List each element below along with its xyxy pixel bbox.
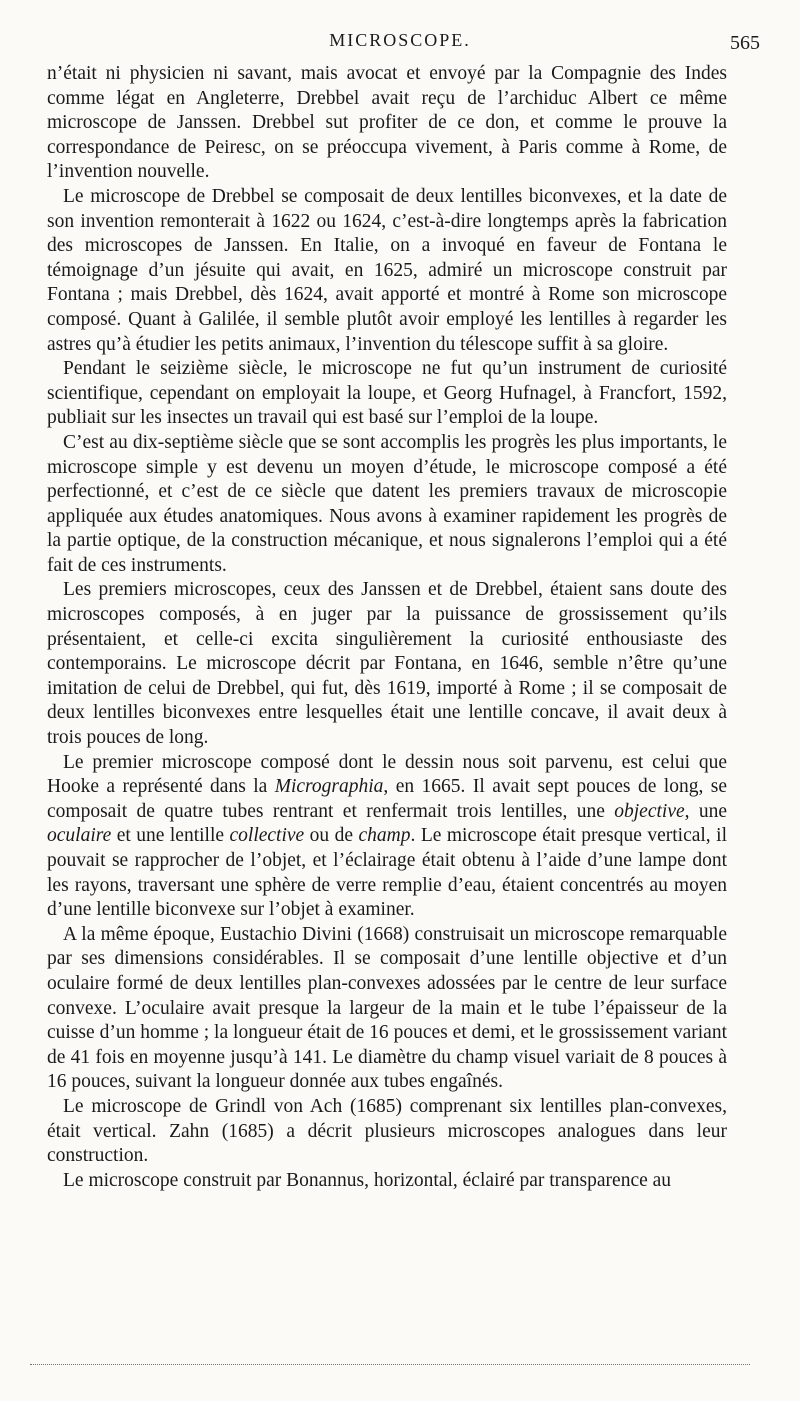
text-run: ou de bbox=[304, 825, 359, 847]
italic-term: collective bbox=[229, 825, 305, 847]
footer-rule bbox=[30, 1364, 750, 1365]
text-run: , une bbox=[684, 800, 728, 822]
paragraph bbox=[47, 1095, 727, 1169]
text-run: . Le microscope était presque vertical, il pouvait se rapprocher de l’objet, et l’éclairage était obtenu à l’aide d’une lampe dont les rayons, traversant une sphère de verre remplie d’eau, étaient concentrés au moyen d’une lentille biconvexe sur l’objet à examiner. bbox=[47, 825, 727, 921]
text-run: n’était ni physicien ni savant, mais avocat et envoyé par la Compagnie des Indes comme légat en Angleterre, Drebbel avait reçu de l’archiduc Albert ce même microscope de Janssen. Drebbel sut profiter de ce don, et comme le prouve la correspondance de Peiresc, on se préoccupa vivement, à Paris comme à Rome, de l’invention nouvelle. bbox=[47, 63, 727, 183]
text-run: , en 1665. Il avait sept pouces de long, se composait de quatre tubes rentrant et renfermait trois lentilles, une bbox=[47, 776, 727, 822]
text-run: et une lentille bbox=[111, 825, 230, 847]
paragraph bbox=[47, 923, 727, 1095]
paragraph bbox=[47, 185, 727, 357]
italic-term: objective bbox=[614, 800, 685, 822]
text-run: Le premier microscope composé dont le dessin nous soit parvenu, est celui que Hooke a représenté dans la bbox=[47, 751, 727, 798]
paragraph bbox=[47, 357, 727, 431]
text-run: Le microscope de Grindl von Ach (1685) comprenant six lentilles plan-convexes, était vertical. Zahn (1685) a décrit plusieurs microscopes analogues dans leur construction. bbox=[47, 1095, 727, 1167]
paragraph bbox=[47, 62, 727, 185]
text-run: A la même époque, Eustachio Divini (1668) construisait un microscope remarquable par ses dimensions considérables. Il se composait d’une lentille objective et d’un oculaire formé de deux lentilles plan-convexes adossées par le centre de leur surface convexe. L’oculaire avait presque la largeur de la main et le tube l’épaisseur de la cuisse d’un homme ; la longueur était de 16 pouces et demi, et le grossissement variant de 41 fois en moyenne jusqu’à 141. Le diamètre du champ visuel variait de 8 pouces à 16 pouces, suivant la longueur donnée aux tubes engaînés. bbox=[47, 923, 727, 1093]
running-title: MICROSCOPE. bbox=[329, 30, 471, 50]
italic-term: champ bbox=[358, 825, 411, 847]
text-run: Pendant le seizième siècle, le microscope ne fut qu’un instrument de curiosité scientifique, cependant on employait la loupe, et Georg Hufnagel, à Francfort, 1592, publiait sur les insectes un travail qui est basé sur l’emploi de la loupe. bbox=[47, 358, 727, 429]
body-text bbox=[47, 62, 727, 1193]
paragraph bbox=[47, 431, 727, 579]
paragraph bbox=[47, 578, 727, 750]
text-run: C’est au dix-septième siècle que se sont accomplis les progrès les plus importants, le microscope simple y est devenu un moyen d’étude, le microscope composé a été perfectionné, et c’est de ce siècle que datent les premiers travaux de microscopie appliquée aux études anatomiques. Nous avons à examiner rapidement les progrès de la partie optique, de la construction mécanique, et nous signalerons l’emploi qui a été fait de ces instruments. bbox=[47, 431, 727, 576]
page-number: 565 bbox=[730, 32, 760, 54]
italic-term: Micrographia bbox=[274, 776, 384, 798]
paragraph bbox=[47, 1169, 727, 1194]
text-run: Le microscope construit par Bonannus, horizontal, éclairé par transparence au bbox=[63, 1169, 672, 1191]
paragraph bbox=[47, 751, 727, 923]
text-run: Les premiers microscopes, ceux des Janssen et de Drebbel, étaient sans doute des microscopes composés, à en juger par la puissance de grossissement qu’ils présentaient, et celle-ci excita singulièrement la curiosité enthousiaste des contemporains. Le microscope décrit par Fontana, en 1646, semble n’être qu’une imitation de celui de Drebbel, qui fut, dès 1619, importé à Rome ; il se composait de deux lentilles biconvexes entre lesquelles était une lentille concave, il avait deux à trois pouces de long. bbox=[47, 579, 727, 749]
italic-term: oculaire bbox=[47, 825, 112, 847]
text-run: Le microscope de Drebbel se composait de deux lentilles biconvexes, et la date de son invention remonterait à 1622 ou 1624, c’est-à-dire longtemps après la fabrication des microscopes de Janssen. En Italie, on a invoqué en faveur de Fontana le témoignage d’un jésuite qui avait, en 1625, admiré un microscope construit par Fontana ; mais Drebbel, dès 1624, avait apporté et montré à Rome son microscope composé. Quant à Galilée, il semble plutôt avoir employé les lentilles à regarder les astres qu’à étudier les petits animaux, l’invention du télescope suffit à sa gloire. bbox=[47, 185, 727, 355]
